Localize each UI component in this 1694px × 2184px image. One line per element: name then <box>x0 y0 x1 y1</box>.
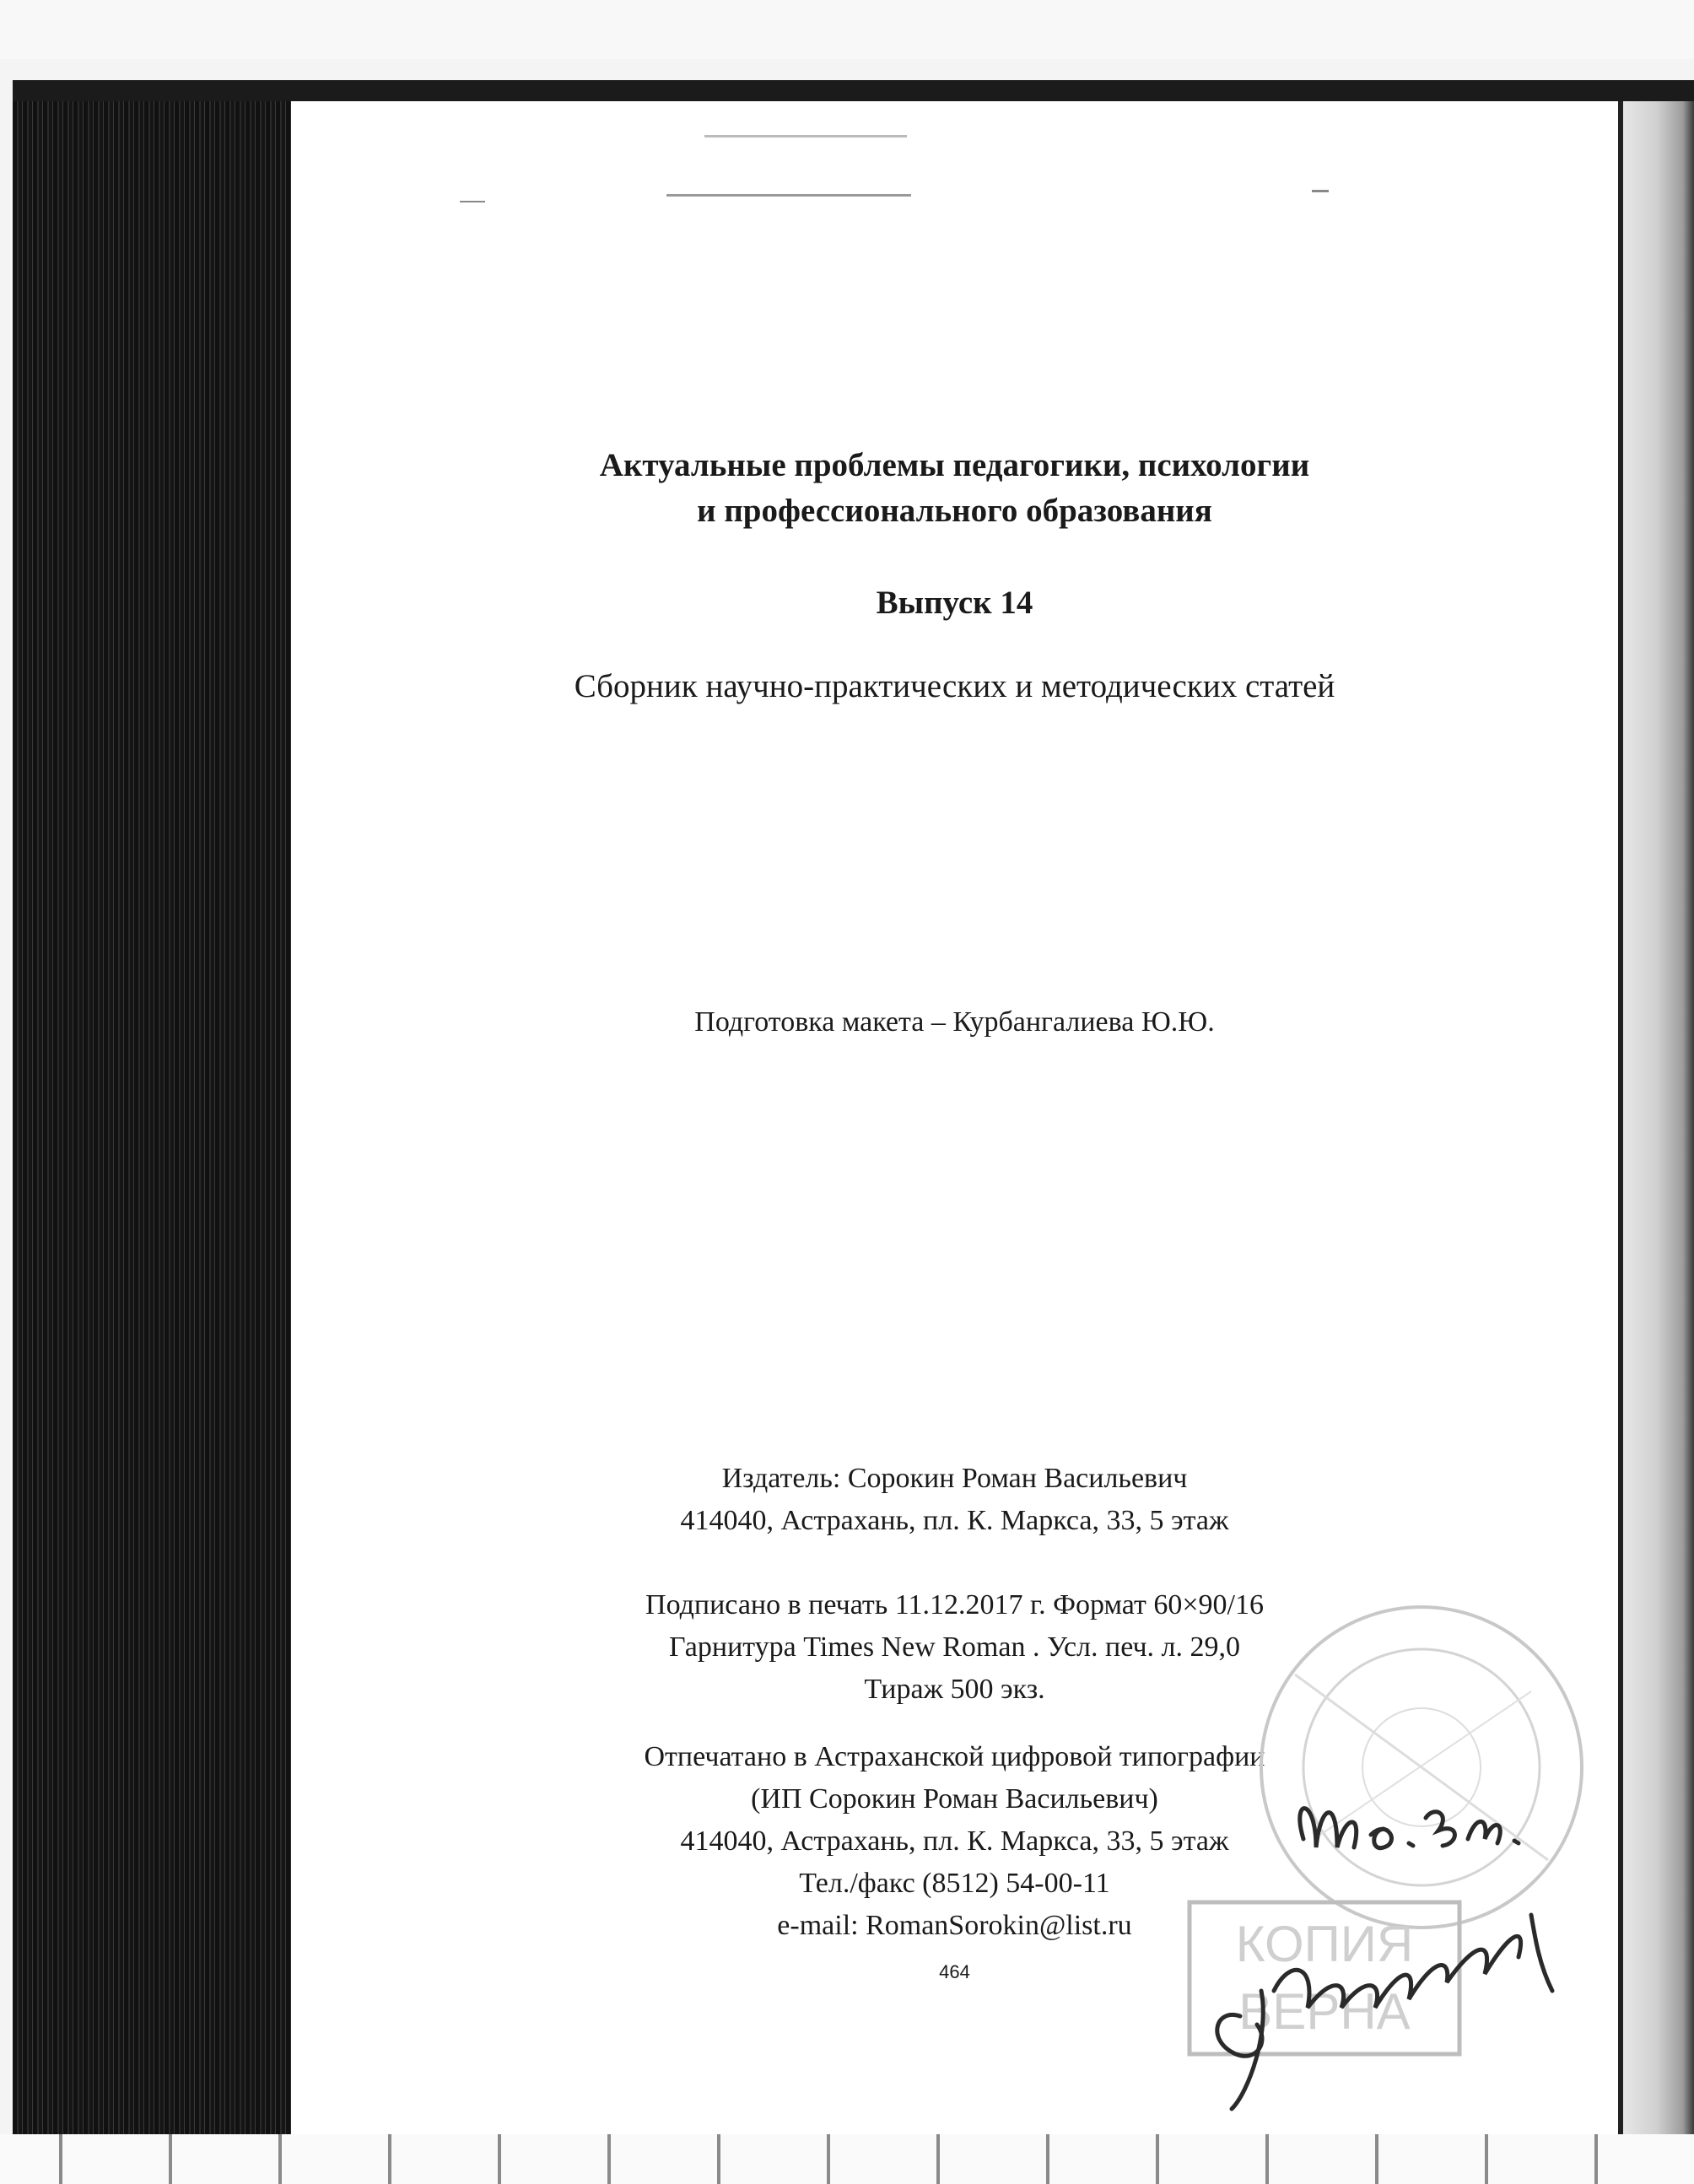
printer-email: e-mail: RomanSorokin@list.ru <box>777 1910 1132 1941</box>
scan-right-shadow <box>1620 101 1694 2134</box>
page-right-edge <box>1618 101 1623 2134</box>
title-line-1: Актуальные проблемы педагогики, психологии <box>599 447 1310 483</box>
printer-line-2: (ИП Сорокин Роман Васильевич) <box>751 1783 1158 1815</box>
printer-line-1: Отпечатано в Астраханской цифровой типографии <box>644 1741 1265 1772</box>
scan-bottom-margin <box>0 2134 1694 2184</box>
document-subtitle: Сборник научно-практических и методических статей <box>574 668 1335 704</box>
scan-noise <box>1312 190 1329 192</box>
scan-noise <box>666 194 911 197</box>
document-title <box>291 443 1618 534</box>
publisher-address: 414040, Астрахань, пл. К. Маркса, 33, 5 этаж <box>680 1505 1229 1536</box>
copy-stamp-box <box>1190 1902 1459 2054</box>
scan-left-shadow <box>13 101 291 2134</box>
typeface-info: Гарнитура Times New Roman . Усл. печ. л. 29,0 <box>668 1631 1241 1663</box>
layout-credit: Подготовка макета – Курбангалиева Ю.Ю. <box>694 1006 1215 1038</box>
certification-stamp <box>1156 1738 1611 2126</box>
page-number: 464 <box>939 1961 970 1982</box>
svg-text:ВЕРНА: ВЕРНА <box>1238 1983 1411 2040</box>
issue-number: Выпуск 14 <box>876 585 1033 621</box>
printer-phone: Тел./факс (8512) 54-00-11 <box>799 1868 1110 1899</box>
publisher-info <box>291 1458 1618 1542</box>
print-run: Тираж 500 экз. <box>864 1674 1045 1705</box>
scan-noise <box>704 135 907 138</box>
scan-top-margin <box>0 0 1694 59</box>
publisher-name: Издатель: Сорокин Роман Васильевич <box>721 1463 1188 1494</box>
title-line-2: и профессионального образования <box>697 493 1212 529</box>
printer-address: 414040, Астрахань, пл. К. Маркса, 33, 5 этаж <box>680 1825 1229 1857</box>
svg-text:КОПИЯ: КОПИЯ <box>1235 1916 1414 1972</box>
scan-noise <box>460 201 485 202</box>
signed-to-print: Подписано в печать 11.12.2017 г. Формат 60×90/16 <box>645 1589 1264 1620</box>
